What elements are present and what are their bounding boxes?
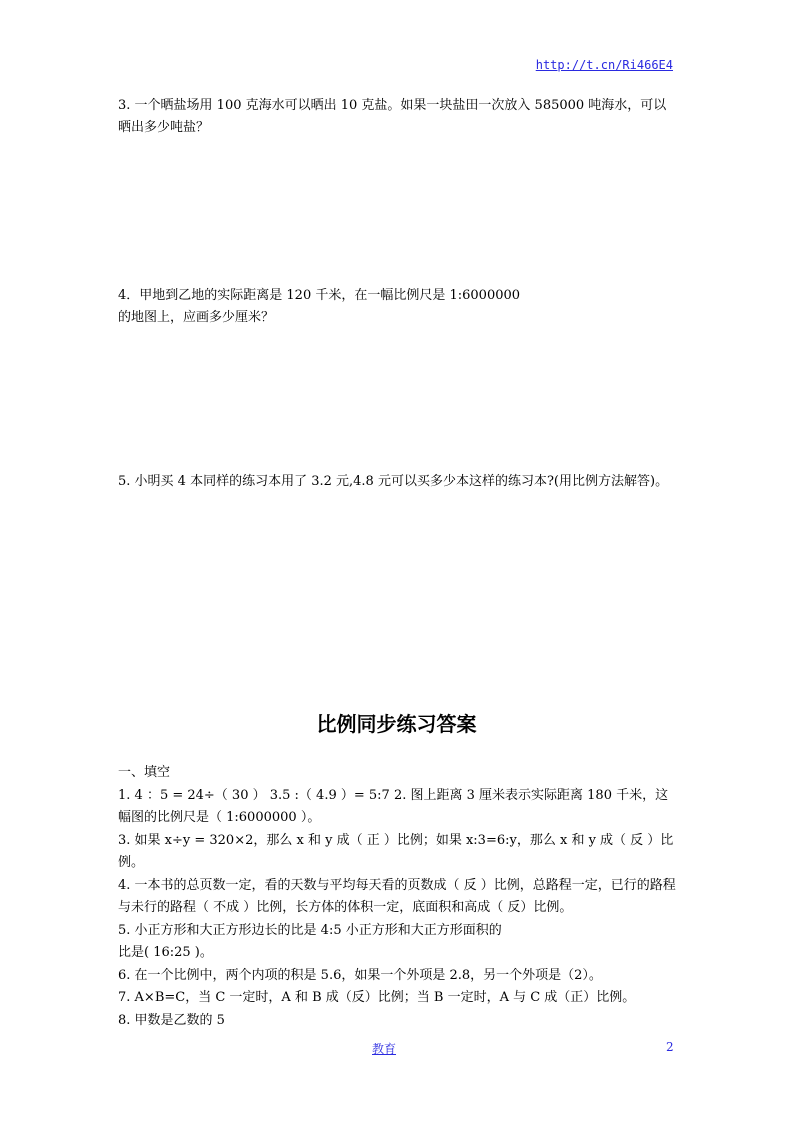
- question-3: 3. 一个晒盐场用 100 克海水可以晒出 10 克盐。如果一块盐田一次放入 585000 吨海水，可以晒出多少吨盐？: [118, 98, 667, 135]
- footer-link[interactable]: 教育: [372, 1042, 397, 1056]
- answer-line: 3. 如果 x÷y = 320×2，那么 x 和 y 成（ 正 ）比例；如果 x:3=6:y，那么 x 和 y 成（ 反 ）比例。: [118, 832, 674, 870]
- answer-line: 7. A×B=C，当 C 一定时，A 和 B 成（反）比例；当 B 一定时，A 与 C 成（正）比例。: [118, 990, 636, 1005]
- header-link[interactable]: http://t.cn/Ri466E4: [535, 58, 673, 72]
- answer-line: 比是( 16:25 )。: [118, 945, 213, 960]
- answer-line: 8. 甲数是乙数的 5: [118, 1012, 225, 1028]
- question-4-line-2: 的地图上，应画多少厘米？: [118, 310, 275, 325]
- page-number: 2: [666, 1040, 674, 1054]
- answer-line: 1. 4 ：5 = 24÷（ 30 ） 3.5 :（ 4.9 ）= 5:7 2. 图上距离 3 厘米表示实际距离 180 千米，这幅图的比例尺是（ 1:6000000 ）。: [118, 787, 669, 825]
- answers-block: [118, 762, 678, 1032]
- question-4-line-1: 4．甲地到乙地的实际距离是 120 千米，在一幅比例尺是 1:6000000: [118, 288, 521, 303]
- answers-section-heading: 一、填空: [118, 765, 171, 780]
- question-5: 5. 小明买 4 本同样的练习本用了 3.2 元,4.8 元可以买多少本这样的练习本?(用比例方法解答)。: [118, 474, 669, 489]
- answer-line: 6. 在一个比例中，两个内项的积是 5.6，如果一个外项是 2.8，另一个外项是（2）。: [118, 967, 602, 983]
- answer-line: 4. 一本书的总页数一定，看的天数与平均每天看的页数成（ 反 ）比例，总路程一定，已行的路程与未行的路程（ 不成 ）比例，长方体的体积一定，底面积和高成（ 反）比例。: [118, 877, 676, 915]
- answer-line: 5. 小正方形和大正方形边长的比是 4:5 小正方形和大正方形面积的: [118, 922, 502, 938]
- answers-title: 比例同步练习答案: [316, 712, 477, 736]
